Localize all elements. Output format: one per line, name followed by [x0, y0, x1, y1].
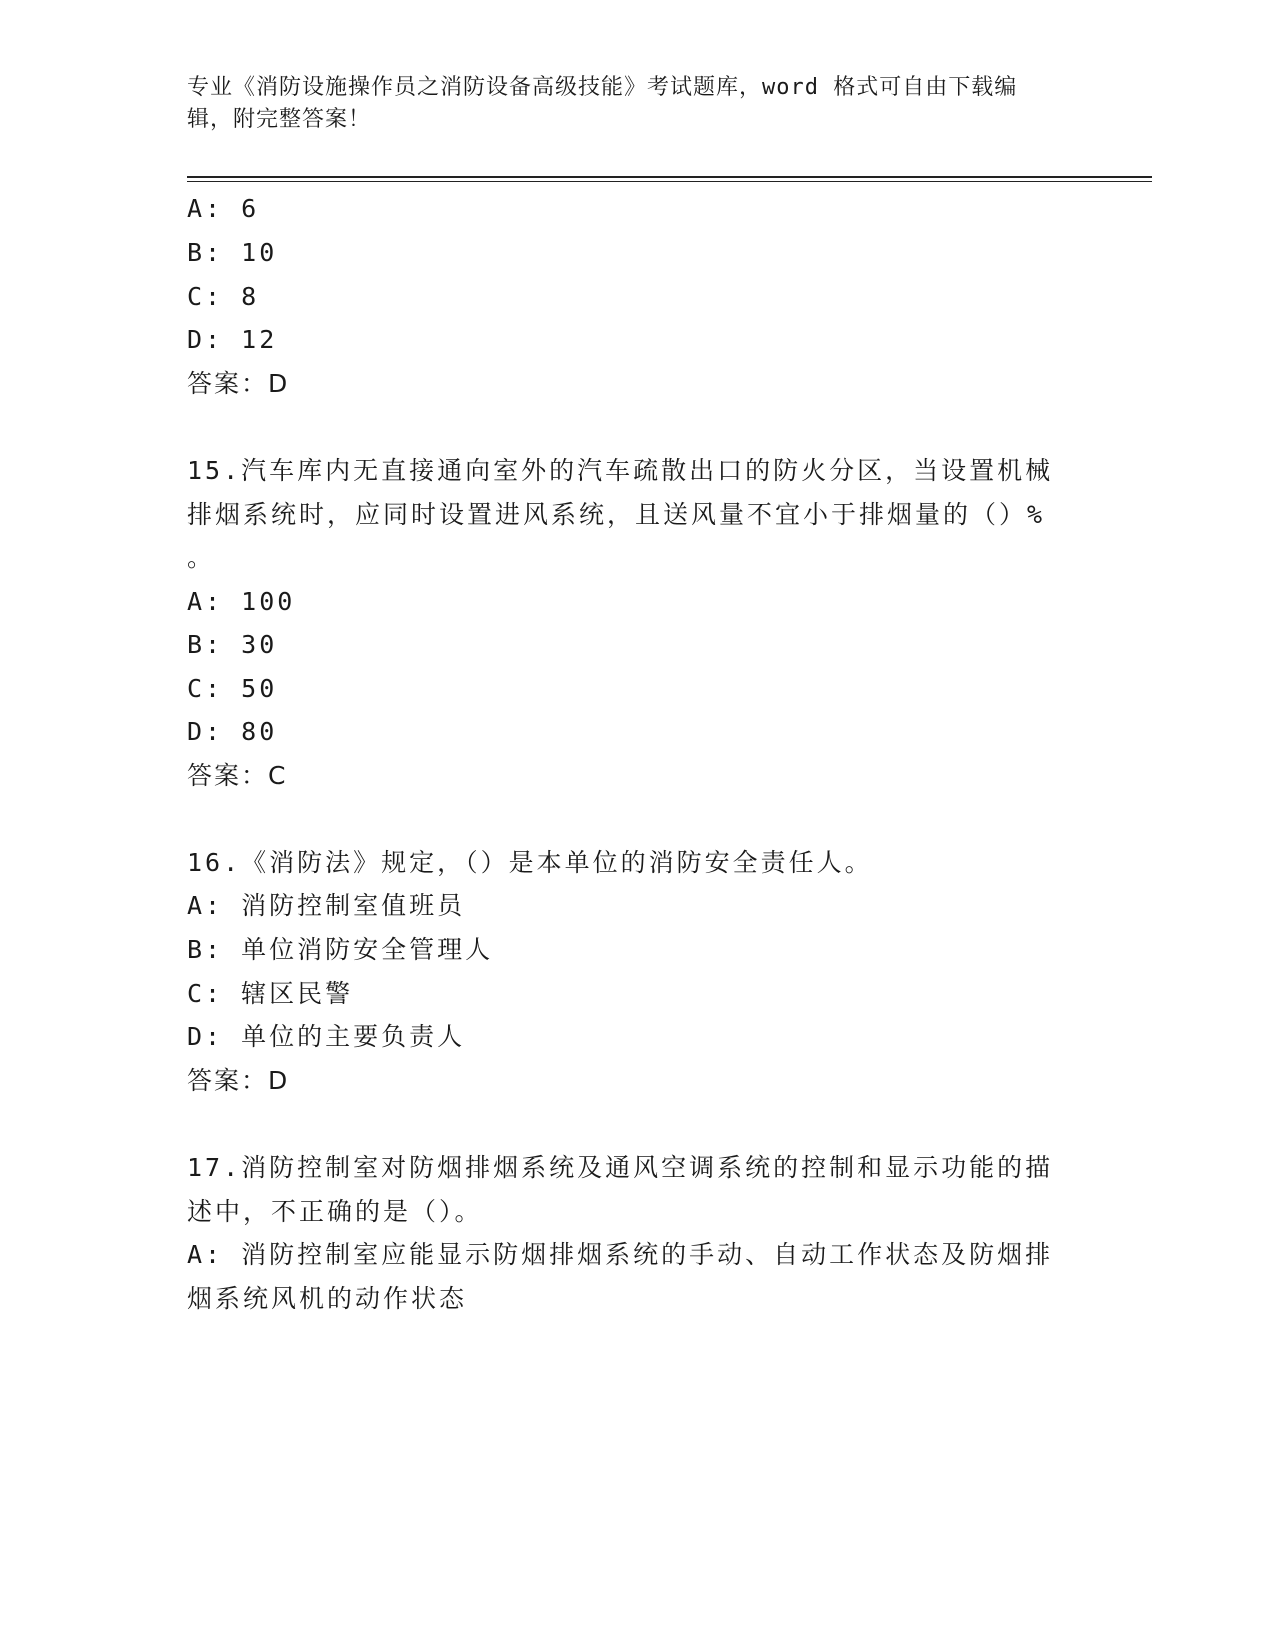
- q15-option-b: B: 30: [187, 630, 278, 659]
- q16-option-d: D: 单位的主要负责人: [187, 1022, 466, 1051]
- q16-option-c: C: 辖区民警: [187, 979, 354, 1008]
- q17-option-a-line-2: 烟系统风机的动作状态: [187, 1284, 468, 1313]
- q15-option-c: C: 50: [187, 674, 278, 703]
- q16-option-a: A: 消防控制室值班员: [187, 891, 466, 920]
- q14-answer: 答案：D: [187, 369, 290, 398]
- header-divider-thick: [187, 176, 1152, 178]
- q16-option-b: B: 单位消防安全管理人: [187, 935, 494, 964]
- q14-option-a: A: 6: [187, 194, 260, 223]
- q15-stem-line-2: 排烟系统时，应同时设置进风系统，且送风量不宜小于排烟量的（）%: [187, 500, 1046, 529]
- q14-option-d: D: 12: [187, 325, 278, 354]
- q17-option-a-line-1: A: 消防控制室应能显示防烟排烟系统的手动、自动工作状态及防烟排: [187, 1240, 1054, 1269]
- q15-option-d: D: 80: [187, 717, 278, 746]
- q15-stem-line-1: 15.汽车库内无直接通向室外的汽车疏散出口的防火分区，当设置机械: [187, 456, 1054, 485]
- q17-stem-line-2: 述中，不正确的是（）。: [187, 1197, 483, 1226]
- q15-answer: 答案：C: [187, 761, 288, 790]
- document-header: [187, 72, 1067, 136]
- q14-option-b: B: 10: [187, 238, 278, 267]
- header-line-1: 专业《消防设施操作员之消防设备高级技能》考试题库，word 格式可自由下载编: [187, 75, 1018, 100]
- q15-option-a: A: 100: [187, 587, 296, 616]
- q14-option-c: C: 8: [187, 282, 260, 311]
- q17-stem-line-1: 17.消防控制室对防烟排烟系统及通风空调系统的控制和显示功能的描: [187, 1153, 1054, 1182]
- header-divider-thin: [187, 181, 1152, 182]
- q15-stem-line-3: 。: [187, 543, 216, 572]
- header-line-2: 辑，附完整答案！: [187, 107, 372, 132]
- q16-stem: 16.《消防法》规定，（）是本单位的消防安全责任人。: [187, 848, 873, 877]
- q16-answer: 答案：D: [187, 1066, 290, 1095]
